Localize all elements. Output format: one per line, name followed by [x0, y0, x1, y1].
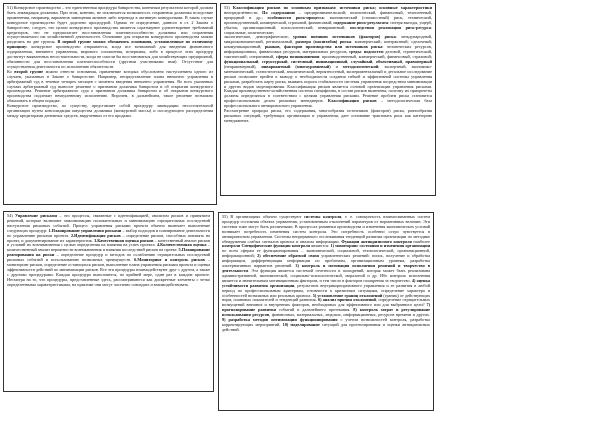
text-run: : экспертный, экономико-математический, статистический, аналитический, вероятностный, экспериментальный и детальное исследование рисков позволяют прийти к выводу о необходимости создания гибкой и эффективной системы управления рисками, разработать карту риска, выявить пороги стабильности системы управления посредством минимизации и других видов моделирования. Классификация рисков является основой организации управления рисками. Каждая производственно-хозяйственная система специфична, в состав рисков включены, поэтому их приоритеты должны определяться в соответствии с целями управления рисками. Решение проблем риска становится профессиональным делом рисковых менеджеров.: [224, 63, 433, 104]
text-run: – предпринимательский; политический, финансовый, техногенный, природный и др.;: [224, 9, 432, 20]
bold-term: инвариантный (многоуровневый): [261, 63, 331, 69]
text-run: , результатов внутрикорпоративного управления и ее развития в любой период по профессиональным критериям, готовности к кризисным ситуациям, определение характера и особенностей возможных или реальных кризиса.: [222, 282, 430, 298]
bold-term: характеристики: [400, 5, 433, 10]
text-block-51: [3, 3, 217, 205]
bold-term: 1) мониторинг состояния и изменения организации: [330, 243, 431, 249]
bold-term: размера (масштабов) риска: [295, 39, 351, 45]
bold-term: функциональный: [224, 58, 259, 64]
paragraph: [224, 109, 432, 124]
bold-term: В первой группе можно обозначить основания, установленные по отличному принципу:: [7, 39, 213, 50]
text-run: можно отнести основания, применение которых обусловлено наступлением одного из случаев, указанных в Законе о банкротстве. Например, непредставление плана внешнего управления в арбитражный суд в течение четырех месяцев с момента введения внешнего управления. Во всех указанных случаях арбитражный суд выносит решение о признании должника банкротом и об открытии конкурсного производства. Решение арбитражного суда о признании должника банкротом и об открытии конкурсного производства подлежит немедленному исполнению. Впрочем, в дальнейшем, такое решение возможно обжаловать в общем порядке.: [7, 68, 214, 104]
text-run: ,: [258, 58, 262, 64]
bold-term: 5.Планирование реагирования на риски: [7, 247, 210, 258]
text-run: ,: [347, 58, 351, 64]
bold-term: 3.Качественная оценка рисков: [94, 237, 154, 243]
text-run: : коммерческий; контрактный; сделочный; коммуникационный;: [224, 39, 432, 50]
bold-term: 4) оценка устойчивости развития организации: [222, 277, 430, 288]
text-run: : производственный, коммерческий, финансовый, страховой;: [319, 54, 432, 60]
text-run: Конкурсное производство: [13, 5, 61, 10]
bold-term: 1.Планирование управления рисками: [48, 227, 122, 233]
bold-term: Функции антикризисного контроля: [341, 238, 412, 244]
bold-term: второй группе: [14, 68, 44, 74]
text-run: с учетом возможностей контроля, разработка корректирующих мероприятий,: [222, 317, 430, 327]
bold-term: 4.Количественная оценка: [156, 242, 207, 248]
text-run: – это единственная процедура банкротства, конечным результатом которой должна быть ликвидация должника. При этом, конечно, не исключается возможность сохранения должника вследствие применения, например, вариантов замещения активов либо перевода в активную конкурсными. В таком случае конкурсное производство будет доделено процедурой. Однако ее определение, данного в ст. 2 Закона о банкротстве, следует, что целью конкурсного производства является соразмерное удовлетворение требований кредиторов, что не предполагает восстановления платежеспособности должника или сохранения осуществляемого им хозяйственной деятельности. Основание для открытия конкурсного производства можно разделить на две группы.: [7, 5, 213, 45]
bold-term: последствия реализации риск-ресурса: [350, 24, 431, 30]
bold-term: 6.Мониторинг и контроль рисков: [134, 257, 205, 263]
text-run: – мониторинг рисков, определение остающихся рисков, выполнение плана управления рисками проекта и оценка эффективности действий по минимизации рисков. Все эти процедуры взаимодействуют друг с другом, а также с другими процедурами. Каждая процедура выполняется, по крайней мере, один раз в каждом проекте. Несмотря на то, что процедуры, представленные здесь, рассматриваются как дискретные элементы с четко определенными характеристиками, на практике они могут частично совпадать и взаимодействовать.: [7, 257, 210, 287]
bold-term: 2.Идентификация рисков: [70, 232, 121, 238]
paragraph: [7, 214, 210, 288]
bold-term: Управление рисками: [15, 213, 57, 218]
text-run: , определение отрицательных возмущений внешних и внутренних факторов, необходимых для эффективного или для выбранного цели?: [222, 297, 430, 308]
paragraph: [7, 70, 213, 104]
bold-term: содержание риск-результата: [333, 19, 389, 25]
text-run: 55) В организациях обычно существуют: [222, 214, 304, 219]
text-run: по всем сферам ее функционирования – экономической, социальной, технологической, организационной, информационной;: [222, 248, 430, 259]
text-run: ,: [312, 58, 316, 64]
text-run: : социальные, политические;: [224, 24, 433, 35]
text-run: ,: [401, 58, 406, 64]
text-block-55: [218, 212, 434, 411]
text-run: : потеря выгоды, ущерб, убыток; организационный; психологический; инвариантный;: [224, 19, 432, 30]
bold-term: Специфические функции контроля: [241, 243, 310, 249]
text-run: , финансовых, материальных, людских, информационных, ресурсов времени и других.: [269, 312, 430, 318]
bold-term: структурный: [261, 58, 288, 64]
text-run: конкурсное производство открывается, когда все возможный для введения финансового оздоровления, внешнего управления, мирового соглашения, исчерпаны, либо в процессе этих процедур достигнут выявленных несостоятельности, когда не смогли бы восстановиться для хозяйствующих предприятий, обязанности для восстановления платежеспособности (другими участниками ими). Отсутствие для осуществления деятельности по исполнению обязательств.: [7, 44, 213, 69]
bold-term: источники риска; основные: [339, 5, 398, 10]
bold-term: особенности риск-процесса: [267, 14, 324, 20]
bold-term: Классификация рисков: [327, 98, 377, 104]
paragraph: [224, 6, 432, 35]
text-run: экологические, демографические;: [224, 34, 293, 40]
text-run: Конкурсное производство, по существу, представляет собой процедуру ликвидации несостоятельной организации путем консолидации имущества должника (конкурсной массы) и последующего распределения между кредиторами денежных средств, вырученных от его продажи.: [7, 103, 213, 118]
text-run: – определение процедур и методов по ослаблению отрицательных последствий рисковых событий и использованию возможных преимуществ.: [7, 252, 210, 263]
text-run: являются:: [309, 243, 331, 249]
text-run: ситуаций для прогнозирования и оценки антикризисных действий.: [222, 321, 430, 332]
text-block-53: [220, 3, 436, 196]
bold-term: объективный: [375, 58, 402, 64]
text-run: – количественный анализ вероятности возникновения и влияния последствий рисков на проект.: [7, 242, 210, 253]
bold-term: рынков, факторов производства или источников риска: [264, 44, 383, 50]
text-run: ,: [287, 58, 291, 64]
bold-term: контроля: [222, 243, 241, 249]
text-run: Рассмотрение природы риска, его содержания, многообразия источников (факторов) риска, разнообразия рисковых ситуаций, требующих организации и управления, дает основание трактовать риск как категорию менеджмента.: [224, 108, 432, 123]
text-run: событий и дальнейшего протекания.: [275, 307, 354, 313]
paragraph: [224, 35, 432, 109]
bold-term: уровня внешних источников (факторов) риска: [293, 34, 396, 40]
bold-term: подсистем: [363, 49, 384, 55]
bold-term: 2) обеспечение обратной связи: [257, 253, 319, 259]
text-run: 54): [7, 213, 16, 218]
text-run: (границ) от действующих норм, плановых показателей и тенденций развития.: [222, 292, 430, 303]
text-run: 51): [7, 5, 14, 10]
bold-term: методологический: [342, 63, 379, 69]
text-run: – качественный анализ рисков и условий их возникновения с целью определения их влияния на успех проекта.: [7, 237, 211, 248]
text-run: :: [360, 49, 364, 55]
paragraph: [7, 104, 213, 119]
bold-term: 9) разработка методов оптимизации функционирования: [222, 317, 338, 323]
bold-term: системы контроля: [304, 214, 342, 219]
bold-term: правомерный: [405, 58, 433, 64]
text-run: деловой, стратегический, тактический; оперативный,: [224, 49, 432, 60]
bold-term: 8) контроль затрат и регулирование использования ресурсов: [222, 307, 431, 318]
text-run: , т. е. совокупность взаимосвязанных систем процедур состояния объекта управления, установленным отклонений параметров от нормативных величин. Эти системы тоже могут быть различными. В процессах разминки производства и изменения экономических условий возникает потребность изменения систем контроля. Это потребность особенно остро чувствуется в антикризисном управлении. Системы непрерывного отслеживания тенденций развития организации по методике обнаружения слабых сигналов кризиса и анализа информации.: [222, 214, 431, 244]
bold-term: 3) контроль и мотивация исполнения решений и творчество в деятельности: [222, 263, 430, 273]
text-run: неопределённости.: [224, 9, 263, 15]
bold-term: среды: [349, 49, 361, 55]
paragraph: [7, 6, 213, 70]
text-run: Ко: [7, 68, 15, 74]
bold-term: 5) установление границ отклонений: [312, 292, 383, 298]
text-run: : человеческих ресурсов, информационных, финансовых ресурсов, материальных ресурсов,: [224, 44, 432, 55]
bold-term: системный: [291, 58, 313, 64]
text-run: . Эта функция является системой отчетности и поощрений, которая может быть реализована административной, экономической, социально-психологической, моральной и др. Ибо контроль исполнения является и значительным мотивационным фактором, и тем число в факторов поощрения за творчество.: [222, 267, 430, 283]
text-run: : международный, макроэкономический, региональный,: [224, 34, 433, 45]
bold-term: случайный: [350, 58, 373, 64]
text-run: – определение рисков, способных повлиять на проект, и документирование их характеристик.: [7, 232, 210, 243]
bold-term: сферы возникновения: [275, 54, 320, 60]
bold-term: 10) моделирование: [282, 321, 320, 327]
paragraph: [222, 215, 430, 333]
text-run: – это процессы, связанные с идентификацией, анализом рисков и принятием решений, которые включают максимизацию положительных и минимизацию отрицательных последствий наступления рисковых событий. Процесс управления рисками проекта обычно включает выполнение следующих процедур:: [7, 213, 211, 233]
bold-term: инновационный: [315, 58, 348, 64]
text-run: : экономический (стоимостный) риск, технический, производственный, коммерческий, страховой, финансовый;: [224, 14, 432, 25]
text-run: – выбор подходов и планирование деятельности по управлению рисками проекта.: [7, 227, 210, 238]
text-run: – методологическая база профессионального антикризисного управления.: [224, 98, 432, 109]
text-run: (неправомерный),: [224, 63, 262, 69]
text-run: управленческих решений: поиск, получение и обработка информации, дифференциация информации по проблемам, организационным уровням, разработка альтернативных вариантов решений.: [222, 253, 430, 269]
bold-term: 6) анализ причин отклонений: [317, 297, 377, 303]
text-run: и: [330, 63, 343, 69]
text-run: 53): [224, 5, 233, 10]
text-run: ,: [372, 58, 376, 64]
bold-term: Классификация рисков по основным признакам:: [232, 5, 337, 10]
bold-term: По содержанию: [262, 9, 295, 15]
text-block-54: [3, 211, 214, 392]
bold-term: 7) прогнозирование развития: [222, 302, 430, 313]
text-run: наиболее: [411, 238, 430, 244]
